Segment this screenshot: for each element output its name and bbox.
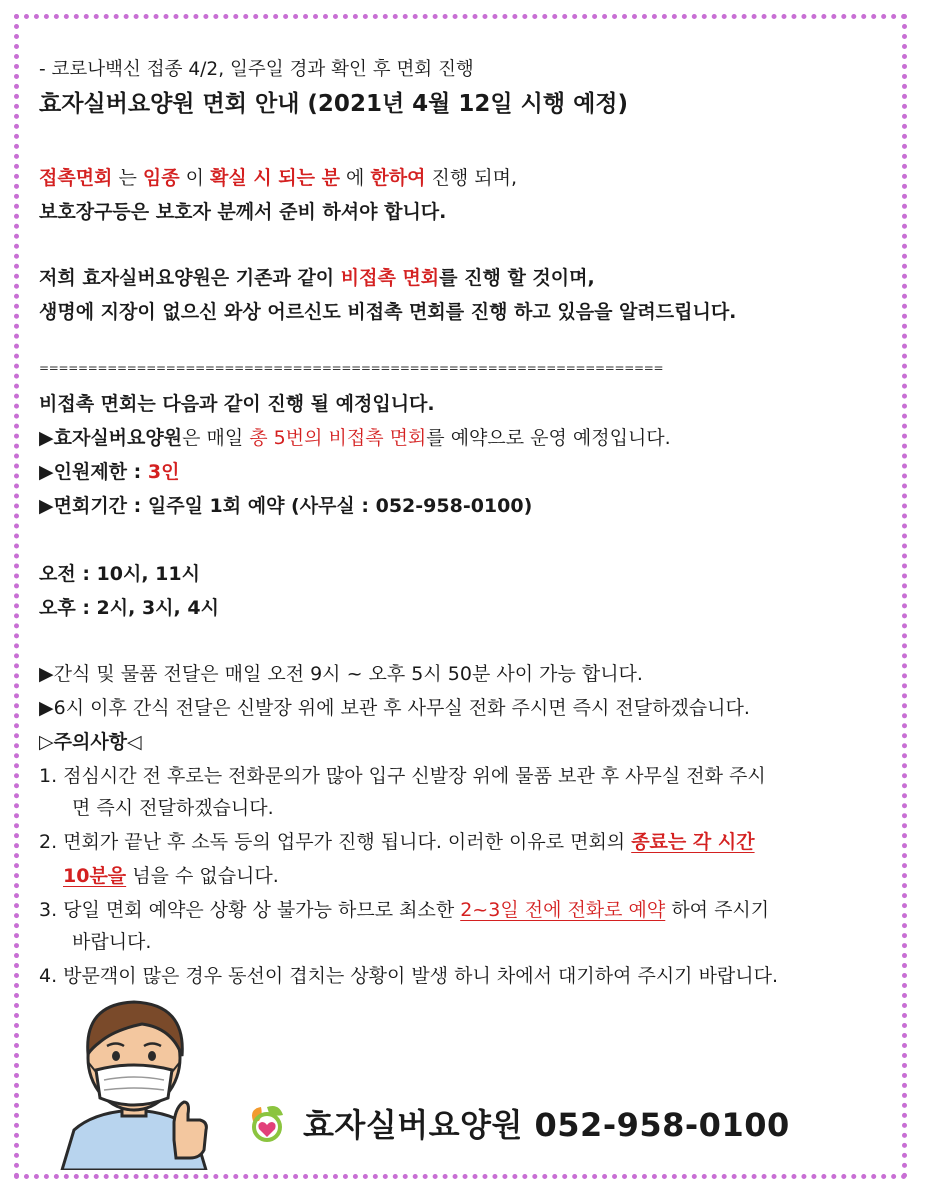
text-fragment: 진행 되며, (425, 167, 518, 189)
text-fragment: 이 (179, 167, 211, 189)
caution-item-2 (39, 827, 755, 857)
people-limit (39, 457, 179, 487)
page-title: 효자실버요양원 면회 안내 (2021년 4월 12일 시행 예정) (39, 91, 629, 117)
daily-sessions (39, 423, 671, 453)
contact-visit-term: 접촉면회 (39, 167, 113, 189)
text-fragment: ▶효자실버요양원 (39, 427, 183, 449)
masked-person-illustration (44, 990, 224, 1170)
afternoon-times: 오후 : 2시, 3시, 4시 (39, 597, 219, 619)
vaccine-note: - 코로나백신 접종 4/2, 일주일 경과 확인 후 면회 진행 (39, 59, 474, 80)
contact-visit-rule (39, 163, 517, 193)
text-fragment: 저희 효자실버요양원은 기존과 같이 (39, 267, 341, 289)
five-sessions-term: 총 5번의 비접촉 면회 (249, 427, 427, 449)
caution-item-1: 1. 점심시간 전 후로는 전화문의가 많아 입구 신발장 위에 물품 보관 후 사무실 전화 주시 (39, 765, 766, 787)
caution-item-3 (39, 895, 769, 925)
bedridden-note: 생명에 지장이 없으신 와상 어르신도 비접촉 면회를 진행 하고 있음을 알려드립니다. (39, 301, 737, 323)
text-fragment: 3. 당일 면회 예약은 상황 상 불가능 하므로 최소한 (39, 899, 461, 921)
people-limit-value: 3인 (147, 461, 180, 483)
snack-delivery-note: ▶간식 및 물품 전달은 매일 오전 9시 ~ 오후 5시 50분 사이 가능 합니다. (39, 663, 643, 685)
protective-gear-note: 보호장구등은 보호자 분께서 준비 하셔야 합니다. (39, 201, 447, 223)
leaf-heart-logo-icon (245, 1101, 289, 1145)
text-fragment: ▶인원제한 : (39, 461, 148, 483)
visit-period: ▶면회기간 : 일주일 1회 예약 (사무실 : 052-958-0100) (39, 495, 533, 517)
text-fragment: 은 매일 (182, 427, 250, 449)
after-six-note: ▶6시 이후 간식 전달은 신발장 위에 보관 후 사무실 전화 주시면 즉시 전달하겠습니다. (39, 697, 750, 719)
morning-times: 오전 : 10시, 11시 (39, 563, 200, 585)
caution-item-3-cont: 바랍니다. (72, 931, 152, 953)
text-fragment: 2. 면회가 끝난 후 소독 등의 업무가 진행 됩니다. 이러한 이유로 면회의 (39, 831, 632, 853)
end-time-term: 종료는 각 시간 (631, 831, 755, 853)
certain-term: 확실 시 되는 분 (210, 167, 340, 189)
text-fragment: 를 진행 할 것이며, (439, 267, 595, 289)
deathbed-term: 임종 (142, 167, 180, 189)
caution-item-4: 4. 방문객이 많은 경우 동선이 겹치는 상황이 발생 하니 차에서 대기하여 주시기 바랍니다. (39, 965, 779, 987)
text-fragment: 에 (339, 167, 371, 189)
ten-minutes-term: 10분을 (63, 865, 127, 887)
text-fragment: 는 (112, 167, 143, 189)
footer-contact: 효자실버요양원 052-958-0100 (303, 1106, 790, 1144)
footer (245, 1100, 790, 1146)
caution-item-2-cont (39, 861, 279, 891)
text-fragment: 하여 주시기 (665, 899, 770, 921)
text-fragment: 넘을 수 없습니다. (126, 865, 279, 887)
reservation-term: 2~3일 전에 전화로 예약 (460, 899, 666, 921)
non-contact-term: 비접촉 면회 (340, 267, 440, 289)
non-contact-intro (39, 263, 595, 293)
separator: ================================================================ (39, 361, 664, 375)
caution-heading: ▷주의사항◁ (39, 731, 142, 753)
schedule-heading: 비접촉 면회는 다음과 같이 진행 될 예정입니다. (39, 393, 435, 415)
caution-item-1-cont: 면 즉시 전달하겠습니다. (72, 797, 274, 819)
only-term: 한하여 (370, 167, 426, 189)
text-fragment: 를 예약으로 운영 예정입니다. (426, 427, 671, 449)
